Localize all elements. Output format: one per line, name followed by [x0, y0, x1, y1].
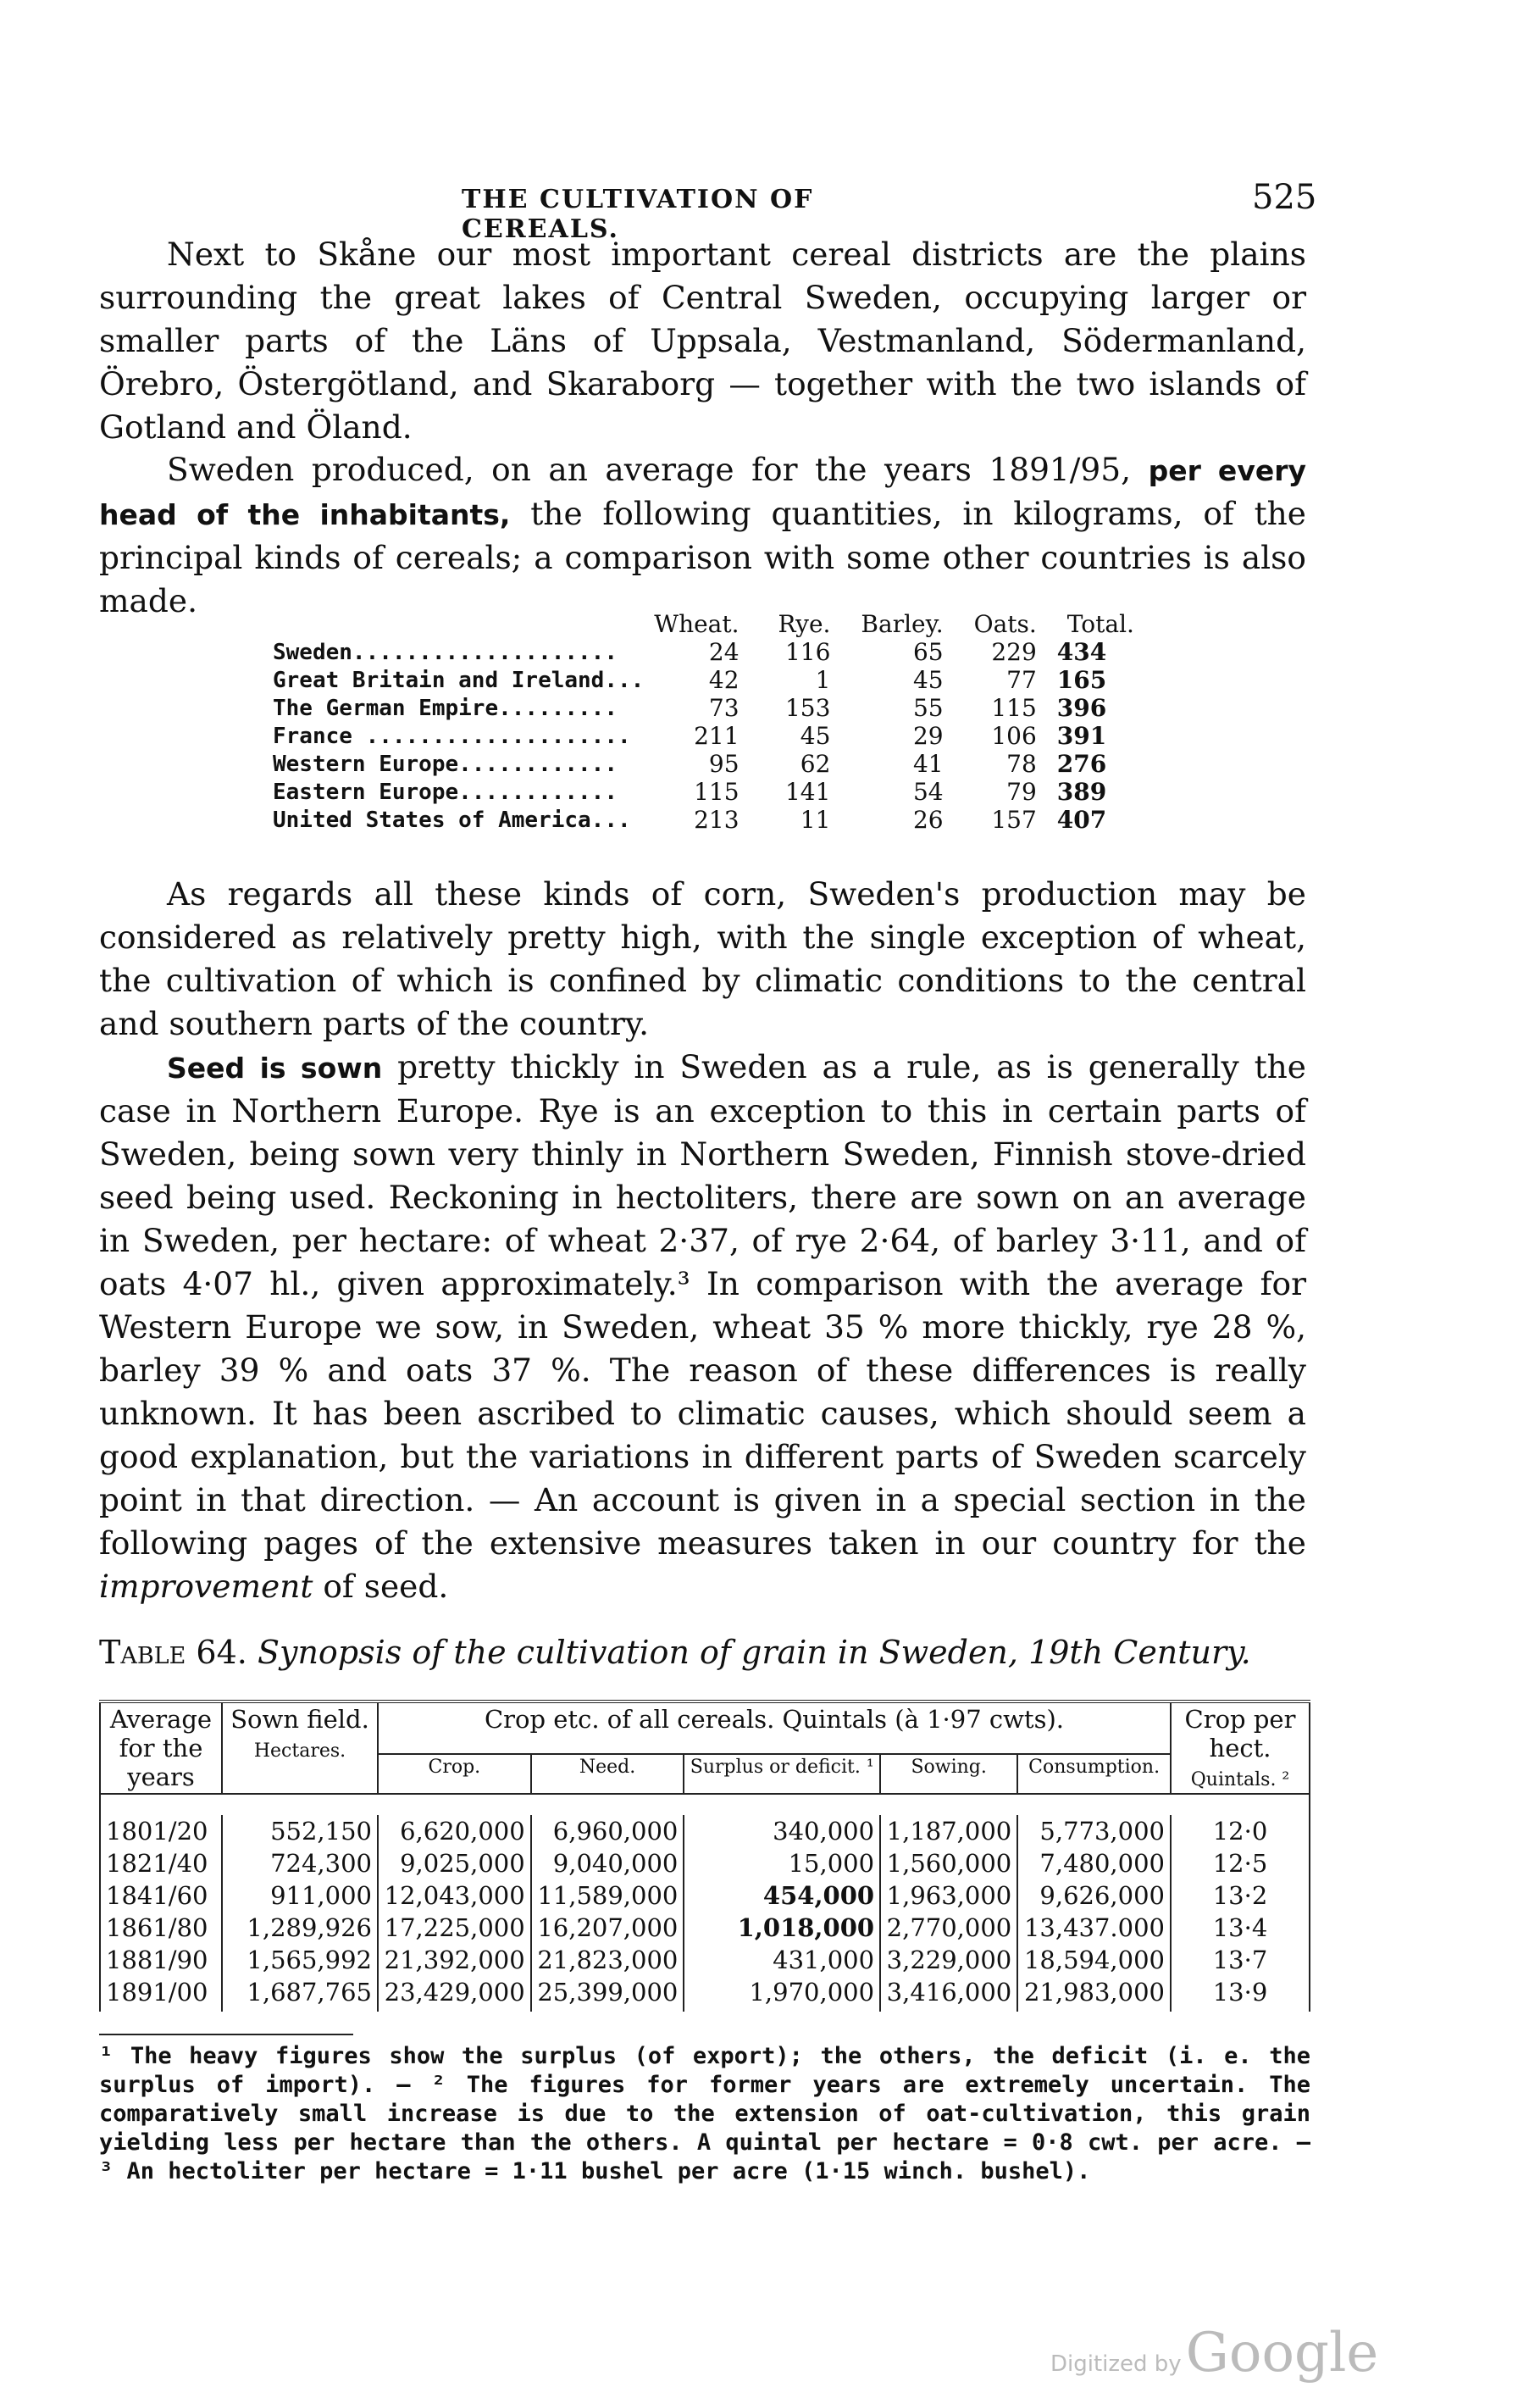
per-capita-cell: 141: [784, 778, 831, 806]
table-64-cell: 1,187,000: [880, 1815, 1017, 1847]
per-capita-cell: 1: [815, 666, 831, 694]
per-capita-table-body: [268, 638, 1139, 834]
table-64-cell: 1821/40: [100, 1847, 222, 1879]
paragraph-1: [99, 233, 1306, 449]
table-64-cell: 9,626,000: [1017, 1879, 1171, 1912]
table-64-cell: 12,043,000: [378, 1879, 531, 1912]
per-capita-cell: 115: [694, 778, 740, 806]
table-64-cell: 15,000: [684, 1847, 880, 1879]
per-capita-cell: 434: [1056, 638, 1107, 666]
table-64-cell: 21,392,000: [378, 1944, 531, 1976]
table-64-body: [100, 1815, 1310, 2012]
t64-h-sown-unit: Hectares.: [253, 1740, 346, 1762]
running-header: THE CULTIVATION OF CEREALS.: [462, 185, 814, 244]
table-64-cell: 5,773,000: [1017, 1815, 1171, 1847]
per-capita-cell: 26: [912, 806, 944, 834]
per-capita-cell: 106: [991, 722, 1037, 750]
per-capita-cell: 54: [912, 778, 944, 806]
paragraph-3-text: As regards all these kinds of corn, Sweden's production may be considered as relatively pretty high, with the single exception of wheat, the cultivation of which is confined by climatic conditions to the central and southern parts of the country.: [99, 875, 1306, 1042]
table-64-cell: 1,560,000: [880, 1847, 1017, 1879]
per-capita-row: [268, 638, 1139, 666]
t64-spacer: [100, 1794, 1310, 1815]
per-capita-country: Western Europe............: [273, 751, 618, 777]
t64-h-per-hect: [1171, 1701, 1310, 1794]
t64-h-sowing: Sowing.: [880, 1754, 1017, 1794]
per-capita-country: Sweden....................: [273, 639, 618, 665]
watermark-prefix: Digitized by: [1050, 2351, 1182, 2377]
paragraph-2-text-a: Sweden produced, on an average for the years 1891/95,: [167, 451, 1132, 488]
per-capita-cell: 65: [912, 638, 944, 666]
table-64-header-row-1: [100, 1701, 1310, 1754]
per-capita-country: The German Empire.........: [273, 695, 618, 721]
google-logo: Google: [1185, 2322, 1379, 2384]
paragraph-4-bold: Seed is sown: [167, 1052, 383, 1085]
table-64-cell: 12·5: [1171, 1847, 1310, 1879]
table-64-row: [100, 1815, 1310, 1847]
table-64-row: [100, 1944, 1310, 1976]
per-capita-cell: 229: [991, 638, 1037, 666]
col-barley: Barley.: [861, 610, 944, 638]
table-64-cell: 1,687,765: [222, 1976, 378, 2012]
t64-h-sown: [222, 1701, 378, 1794]
paragraph-4-italic: improvement: [99, 1568, 313, 1605]
table-64-cell: 454,000: [684, 1879, 880, 1912]
per-capita-row: [268, 778, 1139, 806]
per-capita-cell: 153: [784, 694, 831, 722]
per-capita-cell: 62: [800, 750, 831, 778]
table-64: [99, 1700, 1310, 2012]
table-64-cell: 13,437.000: [1017, 1912, 1171, 1944]
table-64-cell: 9,040,000: [531, 1847, 684, 1879]
table-64-cell: 9,025,000: [378, 1847, 531, 1879]
per-capita-cell: 11: [800, 806, 831, 834]
col-oats: Oats.: [973, 610, 1037, 638]
table-64-caption: [99, 1634, 1251, 1671]
paragraph-3: [99, 873, 1306, 1046]
table-64-row: [100, 1847, 1310, 1879]
per-capita-cell: 42: [708, 666, 740, 694]
table-64-cell: 431,000: [684, 1944, 880, 1976]
per-capita-cell: 24: [708, 638, 740, 666]
table-64-cell: 23,429,000: [378, 1976, 531, 2012]
per-capita-cell: 45: [912, 666, 944, 694]
table-64-cell: 1801/20: [100, 1815, 222, 1847]
footnotes: ¹ The heavy figures show the surplus (of export); the others, the deficit (i. e. the surplus of import). — ² The figures for former years are extremely uncertain. The comparatively small increase is due to the extension of oat-cultivation, this grain yielding less per hectare than the others. A quintal per hectare = 0·8 cwt. per acre. — ³ An hectoliter per hectare = 1·11 bushel per acre (1·15 winch. bushel).: [99, 2043, 1310, 2184]
per-capita-country: Great Britain and Ireland...: [273, 667, 645, 693]
per-capita-row: [268, 806, 1139, 834]
col-wheat: Wheat.: [654, 610, 740, 638]
page-number: 525: [1252, 178, 1317, 217]
paragraph-2: [99, 448, 1306, 623]
table-64-row: [100, 1879, 1310, 1912]
per-capita-header-row: [268, 610, 1139, 638]
table-64-cell: 13·2: [1171, 1879, 1310, 1912]
table-64-cell: 2,770,000: [880, 1912, 1017, 1944]
table-64-cell: 12·0: [1171, 1815, 1310, 1847]
t64-h-average: [100, 1701, 222, 1794]
paragraph-4-text-a: pretty thickly in Sweden as a rule, as is generally the case in Northern Europe. Rye is an exception to this in certain parts of Sweden, being sown very thinly in Northern Sweden, Finnish stove-dried seed being used. Reckoning in hectoliters, there are sown on an average in Sweden, per hectare: of wheat 2·37, of rye 2·64, of barley 3·11, and of oats 4·07 hl., given approximately.³ In comparison with the average for Western Europe we sow, in Sweden, wheat 35 % more thickly, rye 28 %, barley 39 % and oats 37 %. The reason of these differences is really unknown. It has been ascribed to climatic causes, which should seem a good explanation, but the variations in different parts of Sweden scarcely point in that direction. — An account is given in a special section in the following pages of the extensive measures taken in our country for the: [99, 1048, 1306, 1562]
col-total: Total.: [1066, 610, 1134, 638]
table-64-cell: 1861/80: [100, 1912, 222, 1944]
per-capita-country: United States of America...: [273, 807, 631, 833]
per-capita-cell: 95: [708, 750, 740, 778]
per-capita-cell: 157: [991, 806, 1037, 834]
table-64-cell: 1841/60: [100, 1879, 222, 1912]
table-64-cell: 21,823,000: [531, 1944, 684, 1976]
col-rye: Rye.: [778, 610, 831, 638]
per-capita-cell: 391: [1056, 722, 1107, 750]
table-64-cell: 1891/00: [100, 1976, 222, 2012]
table-64-cell: 1,963,000: [880, 1879, 1017, 1912]
per-capita-cell: 41: [912, 750, 944, 778]
table-64-cell: 6,960,000: [531, 1815, 684, 1847]
paragraph-2-text-b: the following quantities, in kilograms, of the principal kinds of cereals; a comparison with some other countries is also made.: [99, 495, 1306, 619]
per-capita-country: France ....................: [273, 723, 631, 749]
table-64-row: [100, 1976, 1310, 2012]
table-64-cell: 1,565,992: [222, 1944, 378, 1976]
table-64-label: Table 64.: [99, 1634, 247, 1671]
table-64-title: Synopsis of the cultivation of grain in Sweden, 19th Century.: [257, 1634, 1251, 1671]
table-64-cell: 13·4: [1171, 1912, 1310, 1944]
table-64-cell: 21,983,000: [1017, 1976, 1171, 2012]
table-64-cell: 1,970,000: [684, 1976, 880, 2012]
per-capita-cell: 77: [1006, 666, 1037, 694]
paragraph-4-text-b: of seed.: [323, 1568, 449, 1605]
t64-h-per-hect-unit: Quintals. ²: [1190, 1769, 1290, 1790]
t64-h-consumption: Consumption.: [1017, 1754, 1171, 1794]
digitized-watermark: [1050, 2322, 1378, 2384]
per-capita-cell: 389: [1056, 778, 1107, 806]
paragraph-2-bold: per every head of the inhabitants,: [99, 454, 1306, 531]
per-capita-cell: 211: [694, 722, 740, 750]
table-64-cell: 340,000: [684, 1815, 880, 1847]
table-64-cell: 13·9: [1171, 1976, 1310, 2012]
per-capita-country: Eastern Europe............: [273, 779, 618, 805]
table-64-cell: 16,207,000: [531, 1912, 684, 1944]
table-64-cell: 7,480,000: [1017, 1847, 1171, 1879]
per-capita-cell: 55: [912, 694, 944, 722]
table-64-cell: 1,018,000: [684, 1912, 880, 1944]
table-64-cell: 724,300: [222, 1847, 378, 1879]
per-capita-cell: 213: [694, 806, 740, 834]
t64-h-sown-text: Sown field.: [230, 1705, 369, 1734]
table-64-cell: 3,416,000: [880, 1976, 1017, 2012]
per-capita-row: [268, 666, 1139, 694]
t64-h-surplus: Surplus or deficit. ¹: [684, 1754, 880, 1794]
per-capita-row: [268, 722, 1139, 750]
table-64-cell: 1,289,926: [222, 1912, 378, 1944]
table-64-cell: 552,150: [222, 1815, 378, 1847]
per-capita-cell: 29: [912, 722, 944, 750]
t64-h-crop: Crop.: [378, 1754, 531, 1794]
t64-h-need: Need.: [531, 1754, 684, 1794]
per-capita-cell: 115: [991, 694, 1037, 722]
per-capita-row: [268, 694, 1139, 722]
per-capita-cell: 73: [708, 694, 740, 722]
t64-h-crop-group: Crop etc. of all cereals. Quintals (à 1·97 cwts).: [378, 1701, 1171, 1754]
t64-h-average-text: Average for the years: [109, 1705, 213, 1791]
per-capita-cell: 407: [1056, 806, 1107, 834]
per-capita-cell: 45: [800, 722, 831, 750]
paragraph-1-text: Next to Skåne our most important cereal districts are the plains surrounding the great lakes of Central Sweden, occupying larger or smaller parts of the Läns of Uppsala, Vestmanland, Södermanland, Örebro, Östergötland, and Skaraborg — together with the two islands of Gotland and Öland.: [99, 236, 1306, 446]
per-capita-cell: 165: [1056, 666, 1107, 694]
table-64-row: [100, 1912, 1310, 1944]
table-64-cell: 1881/90: [100, 1944, 222, 1976]
table-64-cell: 25,399,000: [531, 1976, 684, 2012]
table-64-cell: 11,589,000: [531, 1879, 684, 1912]
table-64-cell: 6,620,000: [378, 1815, 531, 1847]
table-64-cell: 13·7: [1171, 1944, 1310, 1976]
table-64-cell: 18,594,000: [1017, 1944, 1171, 1976]
table-64-cell: 17,225,000: [378, 1912, 531, 1944]
table-64-cell: 3,229,000: [880, 1944, 1017, 1976]
per-capita-table: [268, 610, 1139, 834]
footnote-rule: [99, 2034, 353, 2035]
per-capita-cell: 396: [1056, 694, 1107, 722]
paragraph-4: [99, 1046, 1306, 1608]
per-capita-cell: 276: [1056, 750, 1107, 778]
t64-h-per-hect-text: Crop per hect.: [1184, 1705, 1296, 1762]
per-capita-cell: 78: [1006, 750, 1037, 778]
per-capita-row: [268, 750, 1139, 778]
per-capita-cell: 116: [784, 638, 831, 666]
per-capita-cell: 79: [1006, 778, 1037, 806]
table-64-cell: 911,000: [222, 1879, 378, 1912]
